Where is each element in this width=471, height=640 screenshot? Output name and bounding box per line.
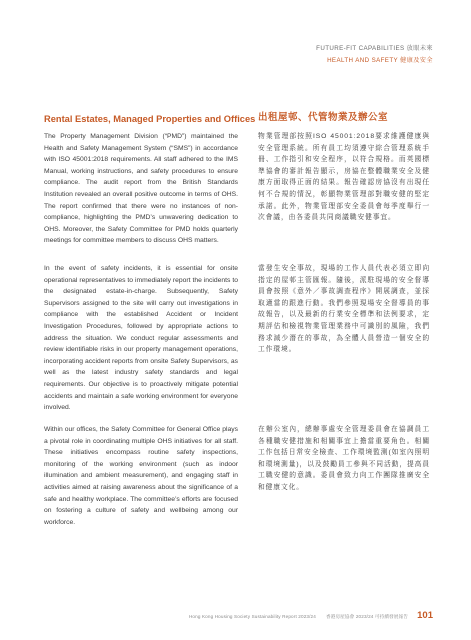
english-paragraph-1: The Property Management Division (“PMD”) maintained the Health and Safety Management System (“SMS”) in accordance with ISO 45001:2018 requirements. All staff adhered to the IMS Manual, working instructions, and safety procedures to ensure compliance. The audit report from the British Standards Institution revealed an overall positive outcome in terms of OHS. The report confirmed that there were no instances of non-compliance, highlighting the PMD’s unwavering dedication to OHS. Moreover, the Safety Committee for PMD holds quarterly meetings for committee members to discuss OHS matters.: [44, 133, 238, 245]
english-section-title: Rental Estates, Managed Properties and Offices: [44, 114, 256, 124]
footer-report-title-chinese: 香港房屋協會 2023/24 可持續發展報告: [325, 614, 409, 619]
header-section-label: FUTURE-FIT CAPABILITIES 放眼未來: [316, 45, 433, 52]
running-header: [316, 44, 433, 65]
english-paragraph-3: Within our offices, the Safety Committee for General Office plays a pivotal role in coordinating multiple OHS initiatives for all staff. These initiatives encompass routine safety inspections, monitoring of the working environment (such as indoor illumination and ambient measurement), and engaging staff in activities aimed at raising awareness about the significance of a safe and healthy workplace. The committee’s efforts are focused on fostering a culture of safety and wellbeing among our workforce.: [44, 426, 238, 526]
chinese-paragraph-2: 當發生安全事故，現場的工作人員代表必須立即向指定的屋邨主管匯報。隨後，派駐現場的安全督導員會按照《意外／事故調查程序》開展調查，並採取適當的跟進行動。我們參照現場安全督導員的事故報告，以及最新的行業安全標準和法例要求，定期評估和檢視物業管理業務中可識別的風險，我們務求減少潛在的事故，為全體人員營造一個安全的工作環境。: [258, 265, 430, 354]
page-number: 101: [417, 610, 433, 621]
chinese-paragraph-1: 物業管理部按照ISO 45001:2018要求維護健康與安全管理系統。所有員工均須遵守綜合管理系統手冊、工作指引和安全程序，以符合規格。而英國標準協會的審計報告顯示，房協在整體職業安全及健康方面取得正面的結果。報告確認房協沒有出現任何不合規的情況，彰顯物業管理部對職安健的堅定承諾。此外，物業管理部安全委員會每季度舉行一次會議，由各委員共同商議職安健事宜。: [258, 133, 430, 222]
chinese-paragraph-3: 在辦公室內，總辦事處安全管理委員會在協調員工各種職安健措施和相關事宜上擔當重要角色。相關工作包括日常安全檢查、工作環境監測(如室內照明和環境測量)，以及鼓勵員工參與不同活動，提高員工職安健的意識。委員會致力向工作團隊推廣安全和健康文化。: [258, 426, 430, 491]
header-subsection-label: HEALTH AND SAFETY 健康及安全: [327, 57, 433, 64]
page-footer: [189, 610, 433, 621]
chinese-section-title: 出租屋邨、代管物業及辦公室: [258, 112, 389, 123]
footer-report-title-english: Hong Kong Housing Society Sustainability Report 2023/24: [188, 614, 316, 619]
english-paragraph-2: In the event of safety incidents, it is essential for onsite operational representatives to immediately report the incidents to the designated estate-in-charge. Subsequently, Safety Supervisors assigned to the site will carry out investigations in compliance with the established Accident or Incident Investigation Procedures, followed by appropriate actions to address the situation. We conduct regular assessments and review identifiable risks in our property management operations, incorporating accident reports from onsite Safety Supervisors, as well as the latest industry safety standards and legal requirements. Our objective is to proactively mitigate potential accidents and maintain a safe working environment for everyone involved.: [44, 265, 238, 412]
